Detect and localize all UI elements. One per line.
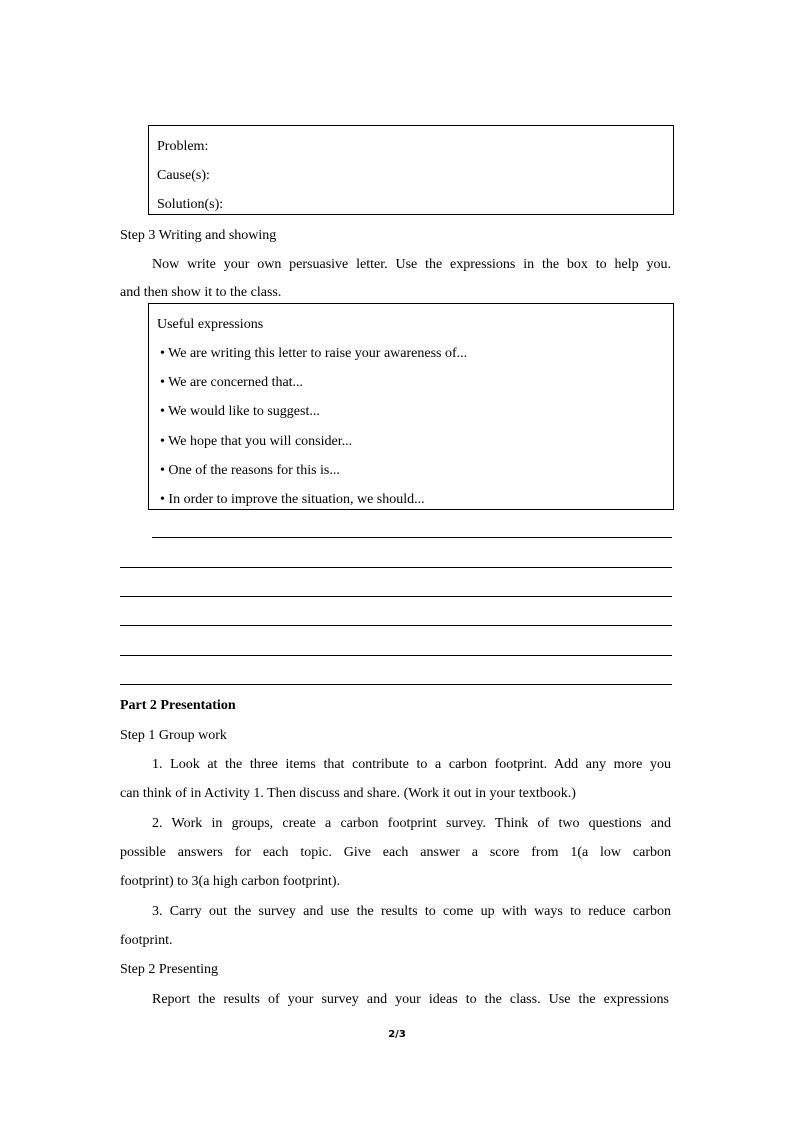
- expression-item: • We hope that you will consider...: [160, 434, 353, 449]
- paragraph-3-line: footprint.: [120, 933, 173, 948]
- writing-line: [120, 567, 672, 568]
- writing-line: [120, 596, 672, 597]
- analysis-box: [148, 125, 674, 215]
- paragraph-4-line: Report the results of your survey and your ideas to the class. Use the expressions: [152, 992, 669, 1007]
- step1-heading: Step 1 Group work: [120, 728, 227, 743]
- part2-heading: Part 2 Presentation: [120, 698, 236, 713]
- writing-line: [120, 655, 672, 656]
- page-number: 2/3: [388, 1029, 406, 1040]
- step3-instruction-line2: and then show it to the class.: [120, 285, 282, 300]
- solutions-label: Solution(s):: [157, 197, 224, 212]
- step3-heading: Step 3 Writing and showing: [120, 228, 277, 243]
- expression-item: • We are concerned that...: [160, 375, 304, 390]
- useful-expressions-box: [148, 303, 674, 510]
- paragraph-2-line: 2. Work in groups, create a carbon footprint survey. Think of two questions and: [152, 816, 671, 831]
- problem-label: Problem:: [157, 139, 209, 154]
- useful-expressions-title: Useful expressions: [157, 317, 264, 332]
- paragraph-3-line: 3. Carry out the survey and use the results to come up with ways to reduce carbon: [152, 904, 671, 919]
- paragraph-1-line: can think of in Activity 1. Then discuss and share. (Work it out in your textbook.): [120, 786, 576, 801]
- expression-item: • We are writing this letter to raise your awareness of...: [160, 346, 468, 361]
- causes-label: Cause(s):: [157, 168, 210, 183]
- paragraph-2-line: possible answers for each topic. Give each answer a score from 1(a low carbon: [120, 845, 671, 860]
- paragraph-2-line: footprint) to 3(a high carbon footprint).: [120, 874, 341, 889]
- expression-item: • We would like to suggest...: [160, 404, 320, 419]
- expression-item: • In order to improve the situation, we should...: [160, 492, 425, 507]
- paragraph-1-line: 1. Look at the three items that contribute to a carbon footprint. Add any more you: [152, 757, 671, 772]
- writing-line: [120, 684, 672, 685]
- step3-instruction-line1: Now write your own persuasive letter. Use the expressions in the box to help you.: [152, 257, 671, 272]
- writing-line: [120, 625, 672, 626]
- expression-item: • One of the reasons for this is...: [160, 463, 340, 478]
- step2-heading: Step 2 Presenting: [120, 962, 218, 977]
- writing-line: [152, 537, 672, 538]
